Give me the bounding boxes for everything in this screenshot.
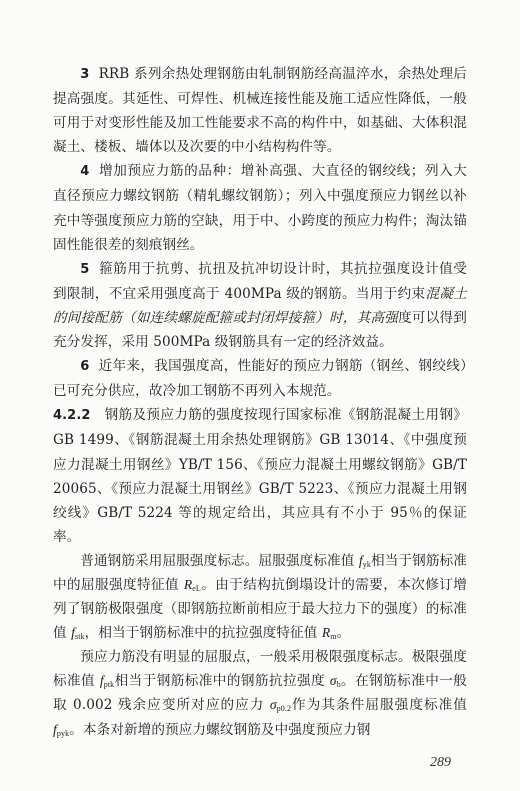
symbol-base: f bbox=[99, 673, 104, 689]
symbol-f-stk bbox=[71, 625, 85, 640]
clause-4-2-2 bbox=[53, 403, 467, 549]
symbol-base: R bbox=[321, 625, 331, 641]
symbol-base: f bbox=[53, 721, 57, 737]
symbol-f-ptk bbox=[100, 673, 114, 688]
text-run: 。在钢筋标准中一般取 0.002 残余应变所对应的应力 bbox=[53, 673, 467, 714]
clause-number: 4.2.2 bbox=[53, 408, 91, 424]
item-number: 5 bbox=[80, 261, 90, 277]
symbol-subscript: yk bbox=[362, 559, 371, 569]
symbol-subscript: stk bbox=[75, 632, 85, 642]
item-6 bbox=[53, 354, 467, 403]
item-5 bbox=[53, 257, 467, 354]
text-run: 预应力筋没有明显的屈服点，一般采用极限强度标志。极限强度标准值 bbox=[53, 649, 467, 690]
symbol-sigma-p02 bbox=[270, 697, 291, 712]
item-number: 6 bbox=[80, 359, 90, 375]
italic-text: 混凝土的间接配筋（如连续螺旋配箍或封闭焊接箍）时，其高强 bbox=[53, 285, 467, 326]
symbol-base: f bbox=[71, 625, 76, 641]
symbol-subscript: eL bbox=[192, 583, 201, 593]
symbol-r-el bbox=[184, 577, 201, 592]
text-run: 作为其条件屈服强度标准值 bbox=[291, 697, 468, 714]
item-4 bbox=[53, 159, 467, 256]
item-text: 箍筋用于抗剪、抗扭及抗冲切设计时，其抗拉强度设计值受到限制，不宜采用强度高于 400MPa 级的钢筋。当用于约束 bbox=[53, 260, 467, 302]
symbol-subscript: b bbox=[336, 680, 341, 690]
body-text bbox=[53, 62, 467, 742]
symbol-subscript: p0.2 bbox=[276, 704, 292, 714]
text-run: 相当于钢筋标准中的屈服强度特征值 bbox=[53, 552, 467, 593]
item-number: 4 bbox=[80, 164, 90, 180]
symbol-subscript: m bbox=[330, 632, 337, 642]
symbol-base: σ bbox=[329, 673, 337, 689]
text-run: ，相当于钢筋标准中的抗拉强度特征值 bbox=[84, 625, 322, 642]
symbol-subscript: ptk bbox=[103, 680, 115, 690]
item-3 bbox=[53, 62, 467, 159]
paragraph-yield-strength bbox=[53, 549, 467, 645]
item-number: 3 bbox=[80, 67, 90, 82]
paragraph-prestress-strength bbox=[53, 645, 467, 741]
text-run: 普通钢筋采用屈服强度标志。屈服强度标准值 bbox=[80, 552, 359, 569]
symbol-f-yk bbox=[359, 553, 371, 568]
item-text: 近年来，我国强度高，性能好的预应力钢筋（钢丝、钢绞线）已可充分供应，故冷加工钢筋不再列入本规范。 bbox=[53, 358, 467, 400]
symbol-sigma-b bbox=[330, 673, 341, 688]
symbol-f-pyk bbox=[53, 722, 69, 737]
symbol-base: R bbox=[183, 576, 193, 592]
text-run: 。由于结构抗倒塌设计的需要，本次修订增列了钢筋极限强度（即钢筋拉断前相应于最大拉力下的强度）的标准值 bbox=[53, 576, 467, 642]
symbol-base: σ bbox=[269, 697, 277, 713]
symbol-subscript: pyk bbox=[56, 728, 70, 738]
text-run: 。本条对新增的预应力螺纹钢筋及中强度预应力钢 bbox=[69, 721, 371, 738]
text-run: 相当于钢筋标准中的钢筋抗拉强度 bbox=[114, 673, 330, 690]
page-number: 289 bbox=[430, 755, 451, 770]
item-text: 增加预应力筋的品种：增补高强、大直径的钢绞线；列入大直径预应力螺纹钢筋（精轧螺纹钢筋）；列入中强度预应力钢丝以补充中等强度预应力筋的空缺，用于中、小跨度的预应力构件；淘汰锚固性能很差的刻痕钢丝。 bbox=[53, 163, 467, 253]
symbol-r-m bbox=[322, 625, 337, 640]
text-run: 。 bbox=[336, 625, 351, 642]
item-text: 度可以得到充分发挥，采用 500MPa 级钢筋具有一定的经济效益。 bbox=[53, 309, 468, 351]
item-text: RRB 系列余热处理钢筋由轧制钢筋经高温淬水，余热处理后提高强度。其延性、可焊性、机械连接性能及施工适应性降低，一般可用于对变形性能及加工性能要求不高的构件中，如基础、大体积混凝土、楼板、墙体以及次要的中小结构构件等。 bbox=[53, 66, 467, 156]
symbol-base: f bbox=[358, 552, 363, 568]
clause-text: 钢筋及预应力筋的强度按现行国家标准《钢筋混凝土用钢》GB 1499、《钢筋混凝土用余热处理钢筋》GB 13014、《中强度预应力混凝土用钢丝》YB/T 156、《预应力混凝土用螺纹钢筋》GB/T 20065、《预应力混凝土用钢丝》GB/T 5223、《预应力混凝土用钢绞线》GB/T 5224 等的规定给出，其应具有不小于 95％的保证率。 bbox=[53, 407, 468, 545]
